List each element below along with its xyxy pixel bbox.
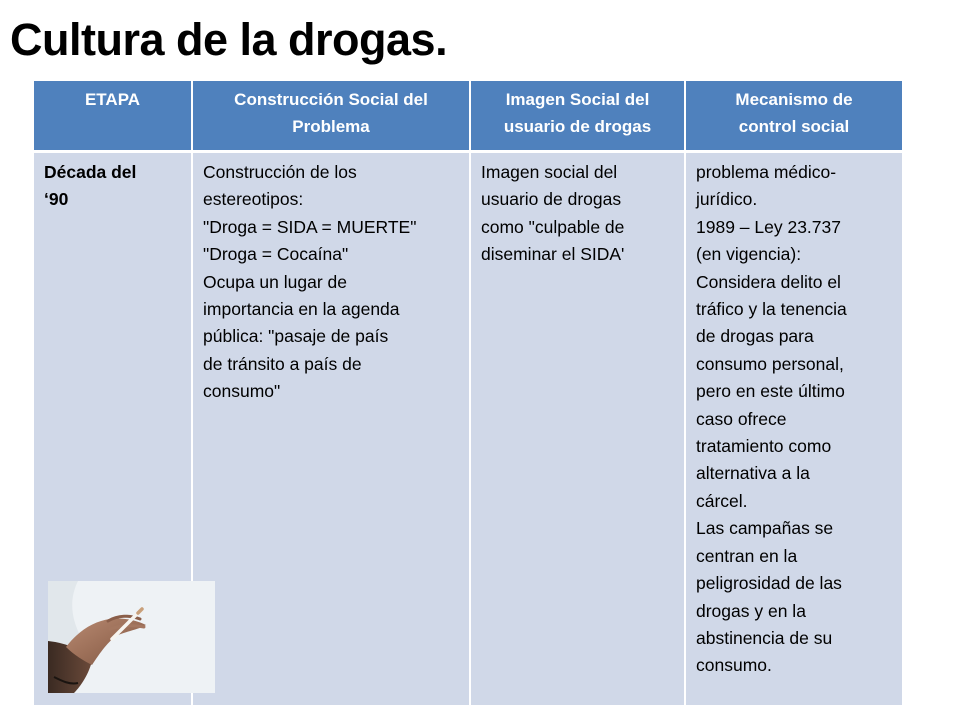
cell-line: consumo"	[203, 381, 281, 402]
cell-line: ‘90	[44, 189, 69, 210]
header-line: ETAPA	[84, 90, 141, 109]
cell-line: Década del	[44, 162, 137, 182]
cell-line: drogas y en la	[696, 600, 806, 621]
cell-line: 1989 – Ley 23.737	[696, 216, 841, 237]
cell-imagen	[470, 152, 685, 706]
cell-construccion	[192, 152, 470, 706]
cell-line: (en vigencia):	[696, 244, 802, 265]
cell-line: peligrosidad de las	[696, 573, 842, 594]
header-line: Construcción Social del	[234, 90, 428, 109]
header-line: Imagen Social del	[505, 90, 650, 109]
cell-line: alternativa a la	[696, 463, 810, 484]
header-construccion-social	[192, 81, 470, 152]
header-mecanismo-control	[685, 81, 902, 152]
cell-line: problema médico-	[696, 162, 837, 182]
cell-line: tráfico y la tenencia	[696, 299, 847, 320]
cell-line: diseminar el SIDA'	[481, 244, 625, 265]
cell-line: consumo.	[696, 655, 772, 676]
cell-line: de drogas para	[696, 326, 814, 347]
cell-line: consumo personal,	[696, 353, 844, 374]
cell-line: "Droga = SIDA = MUERTE"	[203, 216, 417, 237]
header-etapa	[34, 81, 192, 152]
cell-line: abstinencia de su	[696, 627, 833, 648]
cell-line: jurídico.	[696, 189, 758, 210]
cell-mecanismo	[685, 152, 902, 706]
cell-line: de tránsito a país de	[203, 353, 362, 374]
cell-line: pública: "pasaje de país	[203, 326, 389, 347]
cell-line: caso ofrece	[696, 408, 787, 429]
header-line: usuario de drogas	[503, 117, 652, 136]
cell-line: tratamiento como	[696, 436, 832, 457]
cell-line: Considera delito el	[696, 271, 841, 292]
header-line: control social	[738, 117, 850, 136]
cell-line: cárcel.	[696, 490, 748, 511]
header-line: Problema	[292, 117, 370, 136]
cell-line: estereotipos:	[203, 189, 304, 210]
page-title: Cultura de la drogas.	[10, 14, 448, 65]
cell-line: Las campañas se	[696, 518, 834, 539]
cell-line: Imagen social del	[481, 162, 618, 182]
header-imagen-social	[470, 81, 685, 152]
cell-line: "Droga = Cocaína"	[203, 244, 349, 265]
hand-cigarette-illustration	[48, 581, 215, 693]
hand-cigarette-photo	[48, 581, 215, 693]
cell-line: Ocupa un lugar de	[203, 271, 347, 292]
cell-line: importancia en la agenda	[203, 299, 400, 320]
header-line: Mecanismo de	[735, 90, 853, 109]
table-header-row	[34, 81, 902, 152]
cell-line: usuario de drogas	[481, 189, 622, 210]
cell-line: pero en este último	[696, 381, 845, 402]
cell-line: Construcción de los	[203, 162, 357, 182]
cell-line: como "culpable de	[481, 216, 625, 237]
cell-line: centran en la	[696, 545, 798, 566]
